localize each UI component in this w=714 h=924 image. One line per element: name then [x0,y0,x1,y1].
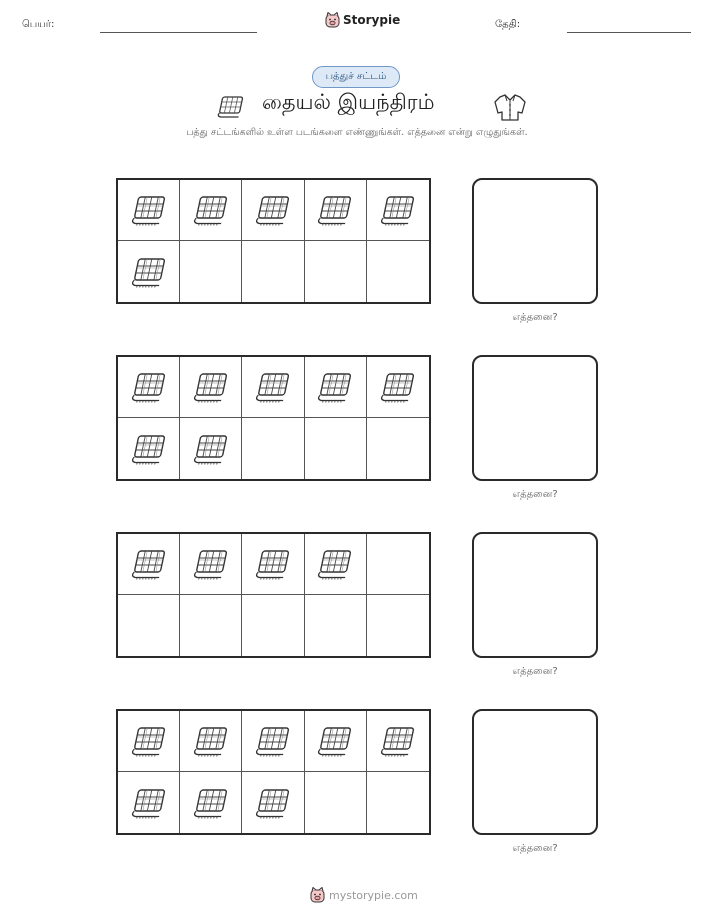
folded-plaid-cloth-icon [130,724,168,758]
frame-cell [242,595,304,656]
answer-box-4[interactable] [472,709,598,835]
folded-plaid-cloth-icon [130,193,168,227]
frame-cell [118,357,180,418]
frame-cell [367,595,429,656]
frame-cell [367,772,429,833]
frame-cell [180,711,242,772]
pig-logo-icon [325,12,340,28]
frame-cell [118,241,180,302]
ten-frame-2 [116,355,431,481]
frame-cell [242,357,304,418]
frame-cell [242,711,304,772]
ten-frame-badge: பத்துச் சட்டம் [312,66,400,88]
folded-plaid-cloth-icon [254,193,292,227]
name-line[interactable] [100,32,257,33]
frame-cell [118,418,180,479]
frame-cell [305,241,367,302]
instructions: பத்து சட்டங்களில் உள்ள படங்களை எண்ணுங்கள். எத்தனை என்று எழுதுங்கள். [186,127,528,138]
frame-cell [305,772,367,833]
frame-cell [118,772,180,833]
brand-logo [325,12,400,28]
answer-prompt-3: எத்தனை? [512,666,558,677]
frame-cell [367,241,429,302]
frame-cell [242,534,304,595]
folded-plaid-cloth-icon [254,724,292,758]
frame-cell [367,418,429,479]
answer-prompt-2: எத்தனை? [512,489,558,500]
frame-cell [367,180,429,241]
folded-plaid-cloth-icon [192,786,230,820]
frame-cell [180,772,242,833]
folded-plaid-cloth-icon [130,786,168,820]
folded-plaid-cloth-icon [316,193,354,227]
frame-cell [242,241,304,302]
folded-plaid-cloth-icon [254,786,292,820]
answer-prompt-4: எத்தனை? [512,843,558,854]
folded-plaid-cloth-icon [379,193,417,227]
folded-cloth-icon [216,94,246,120]
answer-box-3[interactable] [472,532,598,658]
frame-cell [242,180,304,241]
frame-cell [367,534,429,595]
folded-plaid-cloth-icon [379,724,417,758]
name-label: பெயர்: [22,19,55,30]
folded-plaid-cloth-icon [379,370,417,404]
folded-plaid-cloth-icon [130,547,168,581]
frame-cell [180,180,242,241]
folded-plaid-cloth-icon [192,547,230,581]
footer [310,887,418,903]
frame-cell [242,418,304,479]
frame-cell [367,357,429,418]
folded-plaid-cloth-icon [316,724,354,758]
frame-cell [305,534,367,595]
ten-frame-4 [116,709,431,835]
frame-cell [305,180,367,241]
ten-frame-1 [116,178,431,304]
folded-plaid-cloth-icon [192,724,230,758]
footer-site: mystorypie.com [329,888,418,902]
frame-cell [305,595,367,656]
worksheet-title: தையல் இயந்திரம் [262,90,435,114]
frame-cell [118,534,180,595]
folded-plaid-cloth-icon [130,255,168,289]
frame-cell [180,534,242,595]
ten-frame-3 [116,532,431,658]
folded-plaid-cloth-icon [254,370,292,404]
folded-plaid-cloth-icon [192,432,230,466]
folded-plaid-cloth-icon [254,547,292,581]
brand-name: Storypie [343,13,401,27]
answer-prompt-1: எத்தனை? [512,312,558,323]
shirt-icon [494,93,526,121]
date-label: தேதி: [495,19,521,30]
date-line[interactable] [567,32,691,33]
frame-cell [118,180,180,241]
pig-logo-icon [310,887,325,903]
folded-plaid-cloth-icon [130,432,168,466]
folded-plaid-cloth-icon [130,370,168,404]
frame-cell [180,357,242,418]
frame-cell [118,595,180,656]
folded-plaid-cloth-icon [316,370,354,404]
frame-cell [305,711,367,772]
frame-cell [180,241,242,302]
folded-plaid-cloth-icon [316,547,354,581]
folded-plaid-cloth-icon [192,370,230,404]
frame-cell [180,595,242,656]
frame-cell [242,772,304,833]
frame-cell [118,711,180,772]
frame-cell [367,711,429,772]
answer-box-1[interactable] [472,178,598,304]
frame-cell [305,418,367,479]
frame-cell [180,418,242,479]
answer-box-2[interactable] [472,355,598,481]
frame-cell [305,357,367,418]
folded-plaid-cloth-icon [192,193,230,227]
